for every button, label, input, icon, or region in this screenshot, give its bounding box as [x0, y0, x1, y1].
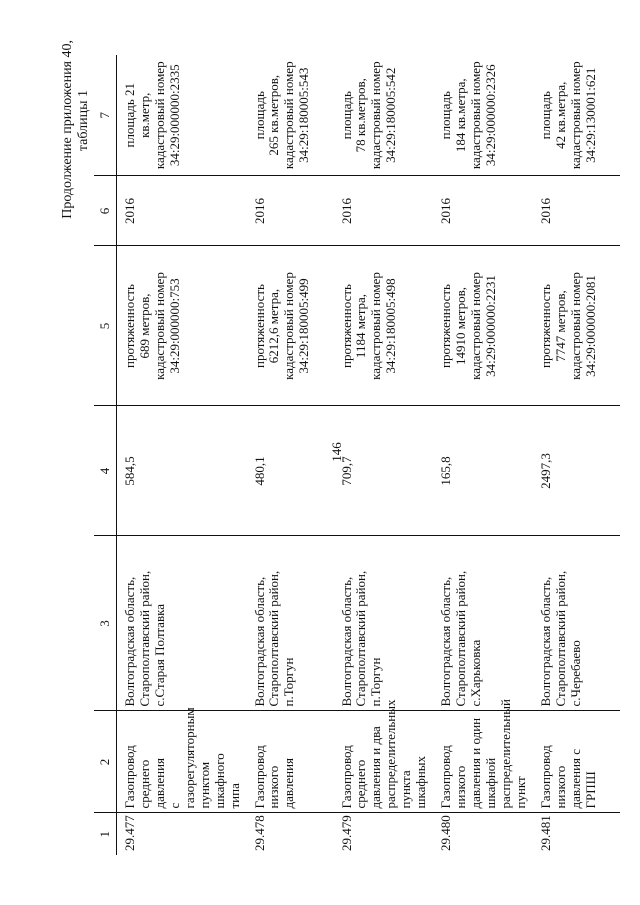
object-extent: протяженность 6212,6 метра, кадастровый номер 34:29:180005:499	[247, 246, 334, 406]
object-name: Газопровод низкого давления и один шкафной распределительный пункт	[433, 711, 533, 813]
header-col-5: 5	[94, 246, 117, 406]
header-row	[94, 55, 117, 855]
object-value: 165,8	[433, 406, 533, 536]
object-value: 480,1	[247, 406, 334, 536]
object-name: Газопровод среднего давления с газорегуляторным пунктом шкафного типа	[117, 711, 247, 813]
object-year: 2016	[117, 176, 247, 246]
object-extent: протяженность 7747 метров, кадастровый номер 34:29:000000:2081	[533, 246, 620, 406]
object-year: 2016	[433, 176, 533, 246]
table-body	[117, 55, 620, 855]
row-id: 29.481	[537, 815, 553, 851]
header-col-4: 4	[94, 406, 117, 536]
object-extent: протяженность 14910 метров, кадастровый номер 34:29:000000:2231	[433, 246, 533, 406]
object-name: Газопровод низкого давления с ГРПШ	[533, 711, 620, 813]
continuation-line-2: таблицы 1	[76, 90, 91, 152]
page-number: 146	[329, 442, 344, 462]
object-note: площадь 184 кв.метра, кадастровый номер 34:29:000000:2326	[433, 55, 533, 176]
object-year: 2016	[247, 176, 334, 246]
object-year: 2016	[334, 176, 434, 246]
table-row	[334, 55, 434, 855]
table-row	[533, 55, 620, 855]
continuation-line-1: Продолжение приложения 40,	[60, 40, 75, 219]
object-address: Волгоградская область, Старополтавский район, с.Старая Полтавка	[117, 536, 247, 711]
object-extent: протяженность 1184 метра, кадастровый номер 34:29:180005:498	[334, 246, 434, 406]
object-note: площадь 42 кв.метра, кадастровый номер 34:29:130001:621	[533, 55, 620, 176]
rotated-table-block	[94, 55, 598, 855]
object-year: 2016	[533, 176, 620, 246]
object-address: Волгоградская область, Старополтавский район, с.Харьковка	[433, 536, 533, 711]
object-address: Волгоградская область, Старополтавский район, с.Черебаево	[533, 536, 620, 711]
object-note: площадь 78 кв.метров, кадастровый номер 34:29:180005:542	[334, 55, 434, 176]
object-note: площадь 265 кв.метров, кадастровый номер 34:29:180005:543	[247, 55, 334, 176]
object-note: площадь 21 кв.метр, кадастровый номер 34:29:000000:2335	[117, 55, 247, 176]
row-id: 29.480	[438, 815, 454, 851]
object-name: Газопровод низкого давления	[247, 711, 334, 813]
object-name: Газопровод среднего давления и два распределительных пункта шкафных	[334, 711, 434, 813]
header-col-2: 2	[94, 711, 117, 813]
table-row	[247, 55, 334, 855]
table-row	[433, 55, 533, 855]
object-value: 709,7	[334, 406, 434, 536]
row-id: 29.477	[122, 815, 137, 851]
object-value: 584,5	[117, 406, 247, 536]
header-col-6: 6	[94, 176, 117, 246]
header-col-1: 1	[94, 813, 117, 855]
row-id: 29.479	[338, 815, 354, 851]
data-table	[94, 55, 620, 855]
table-row	[117, 55, 247, 855]
object-address: Волгоградская область, Старополтавский район, п.Торгун	[247, 536, 334, 711]
continuation-note	[38, 40, 91, 240]
object-address: Волгоградская область, Старополтавский район, п.Торгун	[334, 536, 434, 711]
header-col-7: 7	[94, 55, 117, 176]
header-col-3: 3	[94, 536, 117, 711]
row-id: 29.478	[251, 815, 267, 851]
object-value: 2497,3	[533, 406, 620, 536]
object-extent: протяженность 689 метров, кадастровый номер 34:29:000000:753	[117, 246, 247, 406]
